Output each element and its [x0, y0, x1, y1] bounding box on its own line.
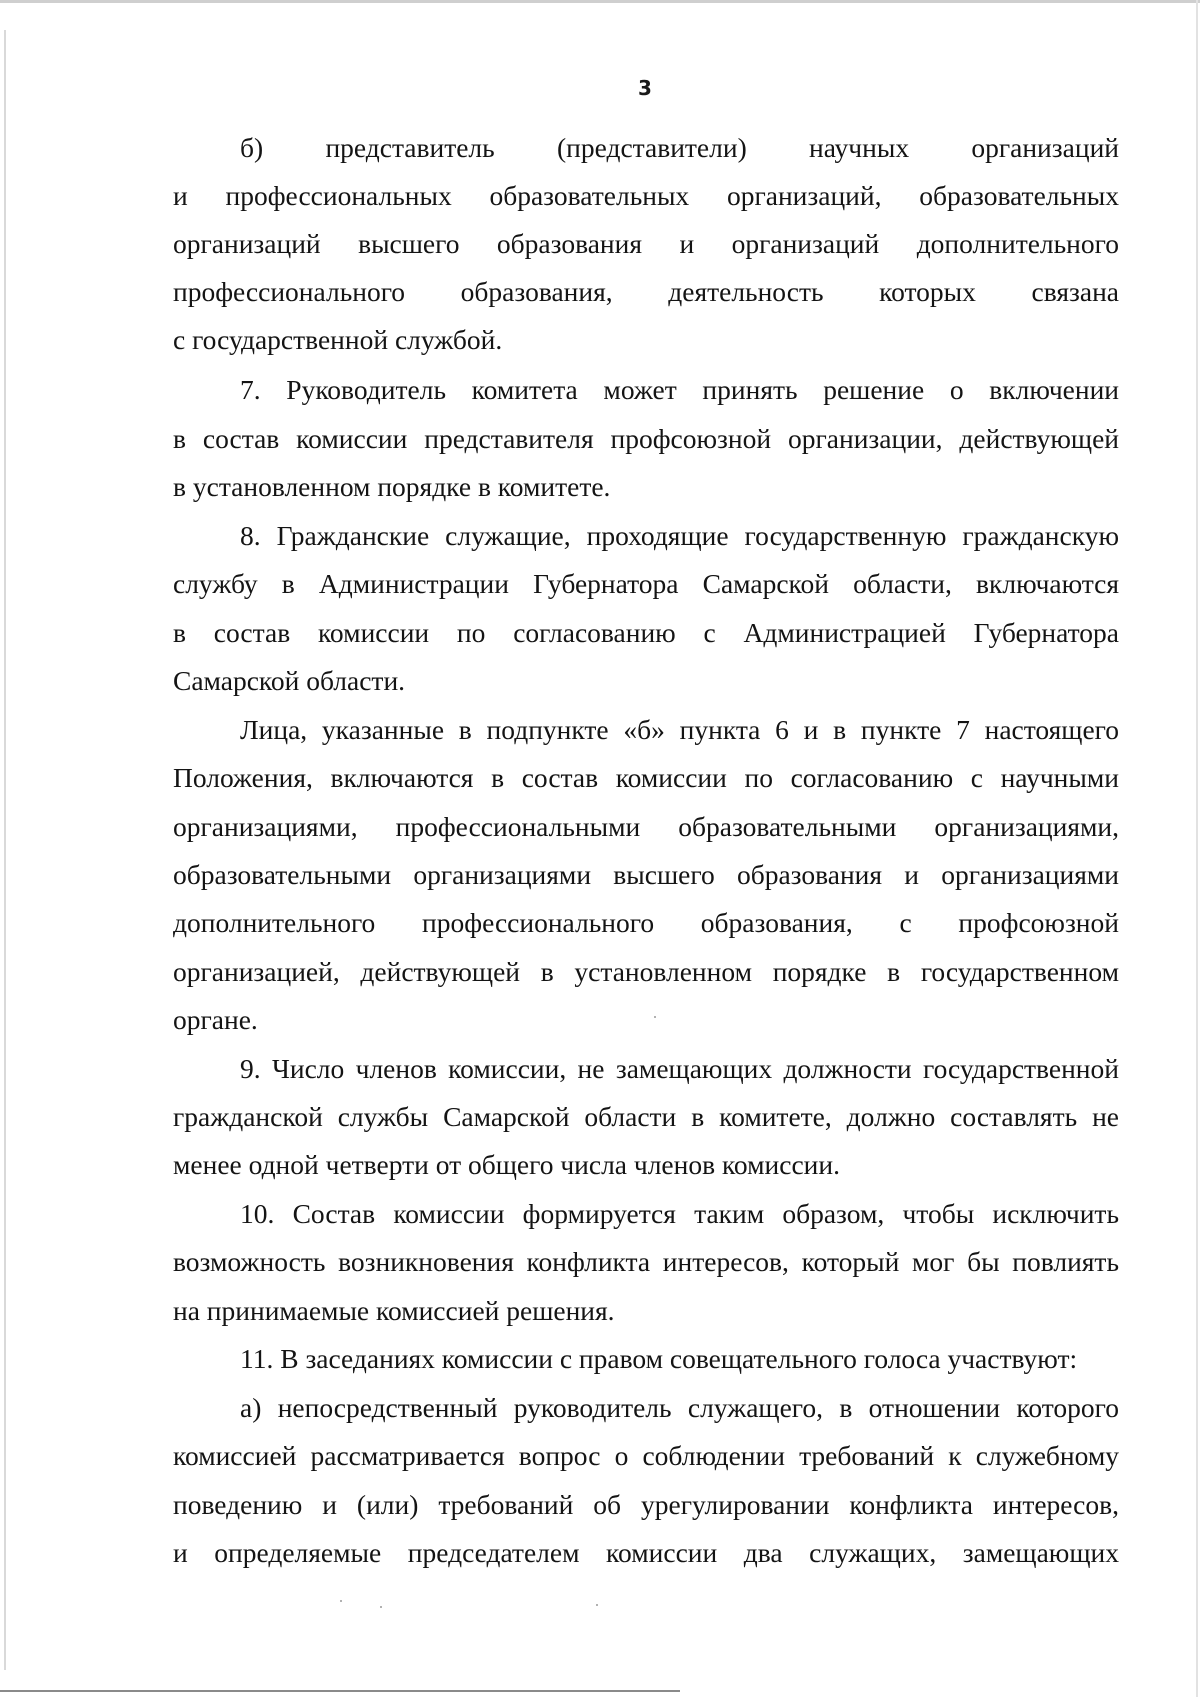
text-line: и определяемые председателем комиссии два служащих, замещающих [173, 1537, 1119, 1568]
text-line: профессионального образования, деятельность которых связана [173, 276, 1119, 307]
text-line: органе. [173, 1004, 258, 1035]
scan-speck [380, 1606, 382, 1608]
page-number: 3 [638, 76, 652, 100]
text-line: 9. Число членов комиссии, не замещающих должности государственной [240, 1053, 1119, 1084]
text-line: в установленном порядке в комитете. [173, 471, 611, 502]
text-line: 7. Руководитель комитета может принять решение о включении [240, 374, 1119, 405]
scan-speck [340, 1600, 342, 1602]
text-line: дополнительного профессионального образования, с профсоюзной [173, 907, 1119, 938]
scan-edge-left [4, 30, 6, 1670]
text-line: с государственной службой. [173, 324, 503, 355]
text-line: возможность возникновения конфликта интересов, который мог бы повлиять [173, 1246, 1119, 1277]
scan-speck [596, 1604, 598, 1606]
text-line: 8. Гражданские служащие, проходящие государственную гражданскую [240, 520, 1119, 551]
scan-edge-top [0, 0, 1200, 3]
text-line: образовательными организациями высшего образования и организациями [173, 859, 1119, 890]
text-line: организациями, профессиональными образовательными организациями, [173, 811, 1119, 842]
text-line: менее одной четверти от общего числа членов комиссии. [173, 1149, 840, 1180]
scan-edge-bottom [0, 1690, 680, 1692]
text-line: в состав комиссии по согласованию с Администрацией Губернатора [173, 617, 1119, 648]
text-line: организаций высшего образования и организаций дополнительного [173, 228, 1119, 259]
text-line: а) непосредственный руководитель служащего, в отношении которого [240, 1392, 1119, 1423]
text-line: и профессиональных образовательных организаций, образовательных [173, 180, 1119, 211]
text-line: организацией, действующей в установленном порядке в государственном [173, 956, 1119, 987]
scan-speck [654, 1016, 656, 1018]
text-line: комиссией рассматривается вопрос о соблюдении требований к служебному [173, 1440, 1119, 1471]
text-line: в состав комиссии представителя профсоюзной организации, действующей [173, 423, 1119, 454]
text-line: Лица, указанные в подпункте «б» пункта 6 и в пункте 7 настоящего [240, 714, 1119, 745]
text-line: б) представитель (представители) научных организаций [240, 132, 1119, 163]
text-line: 10. Состав комиссии формируется таким образом, чтобы исключить [240, 1198, 1119, 1229]
text-line: гражданской службы Самарской области в комитете, должно составлять не [173, 1101, 1119, 1132]
text-line: на принимаемые комиссией решения. [173, 1295, 615, 1326]
text-line: поведению и (или) требований об урегулировании конфликта интересов, [173, 1489, 1119, 1520]
scan-edge-right [1196, 0, 1198, 1697]
text-line: службу в Администрации Губернатора Самарской области, включаются [173, 568, 1119, 599]
text-line: Самарской области. [173, 665, 406, 696]
text-line: Положения, включаются в состав комиссии по согласованию с научными [173, 762, 1119, 793]
text-line: 11. В заседаниях комиссии с правом совещательного голоса участвуют: [240, 1343, 1078, 1374]
